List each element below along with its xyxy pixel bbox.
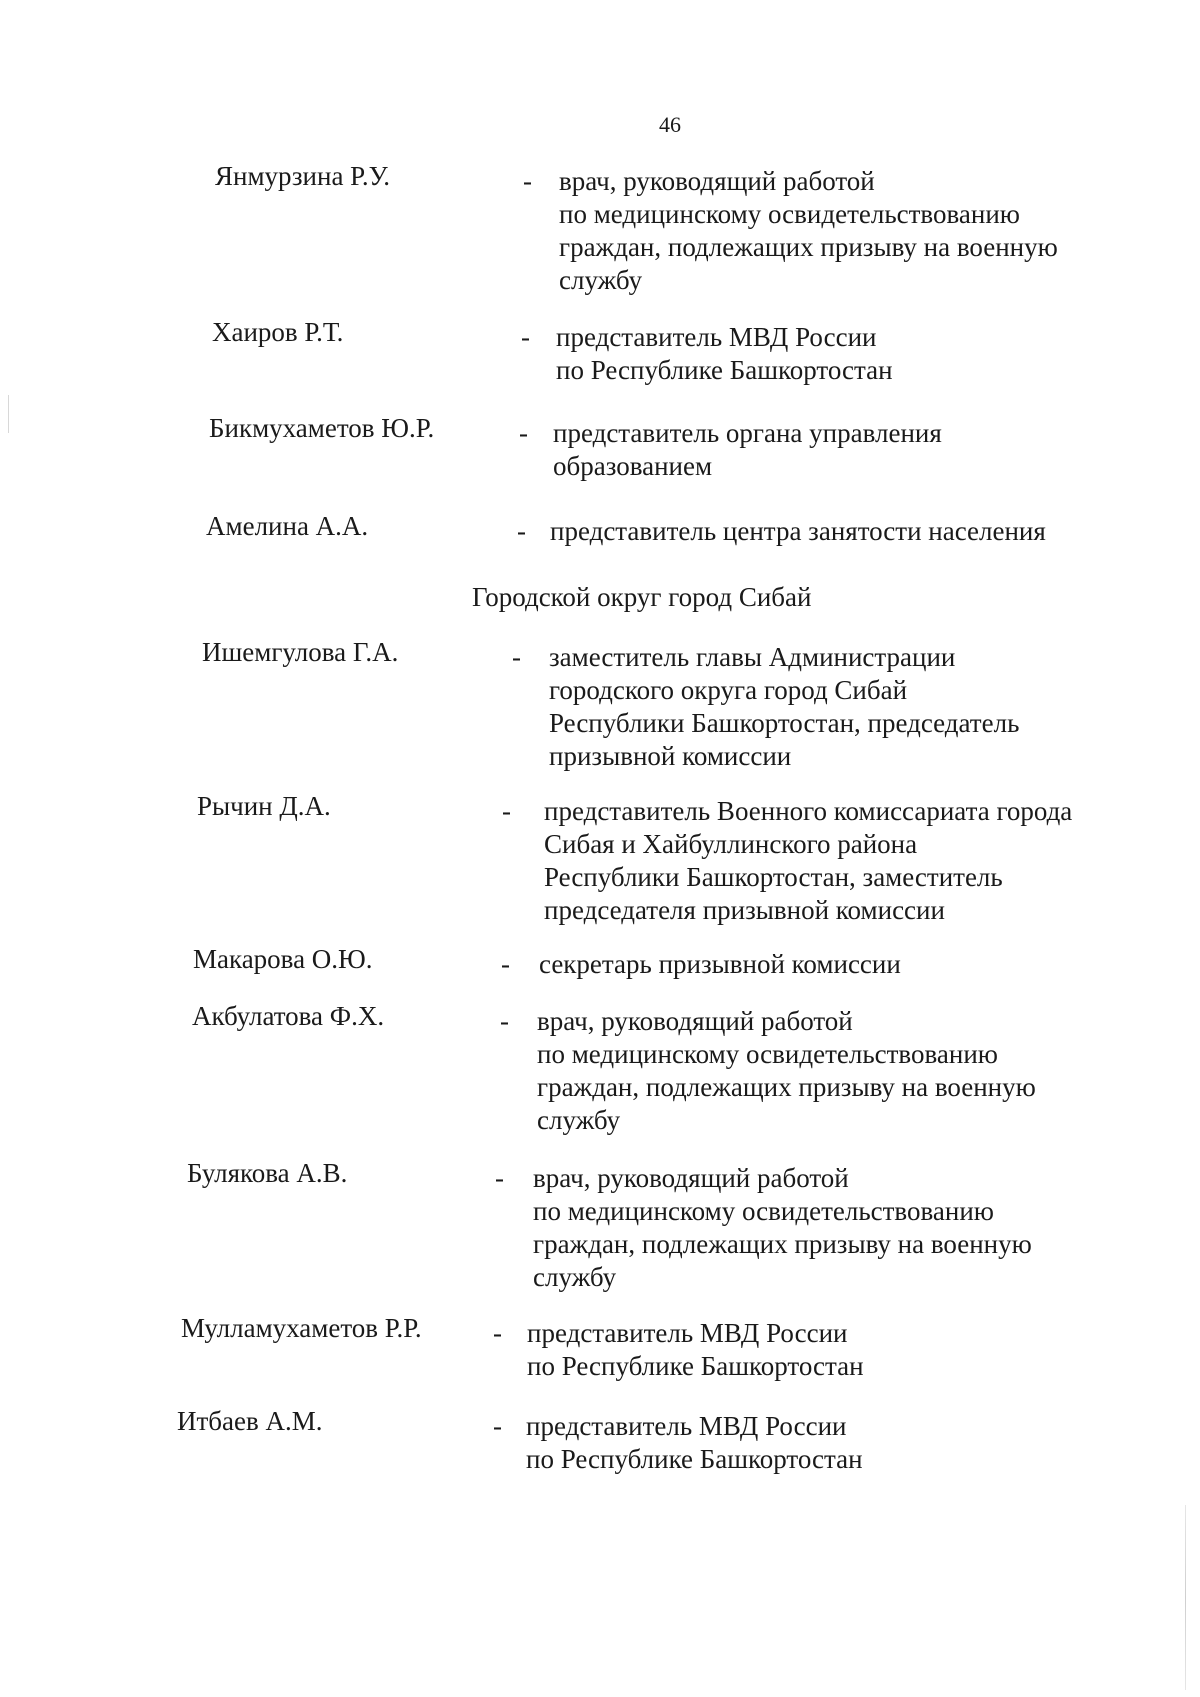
- member-role: [526, 1410, 863, 1476]
- member-name: Итбаев А.М.: [177, 1406, 323, 1436]
- member-role: [556, 321, 893, 387]
- role-line: по Республике Башкортостан: [556, 355, 893, 385]
- member-name: Янмурзина Р.У.: [215, 161, 391, 191]
- member-role: [544, 795, 1072, 927]
- role-line: по Республике Башкортостан: [527, 1351, 864, 1381]
- role-line: граждан, подлежащих призыву на военную: [559, 232, 1058, 262]
- role-line: врач, руководящий работой: [533, 1163, 849, 1193]
- member-dash: -: [523, 166, 532, 196]
- page-number: 46: [659, 112, 681, 137]
- role-line: Сибая и Хайбуллинского района: [544, 829, 918, 859]
- role-line: службу: [537, 1105, 621, 1135]
- role-line: по медицинскому освидетельствованию: [559, 199, 1020, 229]
- member-role: [527, 1317, 864, 1383]
- member-dash: -: [493, 1318, 502, 1348]
- member-name: Амелина А.А.: [206, 511, 369, 541]
- role-line: представитель Военного комиссариата города: [544, 796, 1073, 826]
- role-line: по медицинскому освидетельствованию: [537, 1039, 998, 1069]
- member-role: [559, 165, 1058, 297]
- member-dash: -: [501, 949, 510, 979]
- role-line: представитель МВД России: [527, 1318, 848, 1348]
- role-line: представитель органа управления: [553, 418, 942, 448]
- member-dash: -: [495, 1163, 504, 1193]
- role-line: образованием: [553, 451, 713, 481]
- role-line: представитель МВД России: [526, 1411, 847, 1441]
- role-line: службу: [533, 1262, 617, 1292]
- member-role: [549, 641, 1019, 773]
- member-dash: -: [500, 1006, 509, 1036]
- member-name: Бикмухаметов Ю.Р.: [209, 413, 435, 443]
- member-name: Булякова А.В.: [187, 1158, 348, 1188]
- member-dash: -: [521, 322, 530, 352]
- member-name: Макарова О.Ю.: [193, 944, 373, 974]
- role-line: по медицинскому освидетельствованию: [533, 1196, 994, 1226]
- scan-artifact: [8, 395, 9, 433]
- role-line: Республики Башкортостан, председатель: [549, 708, 1020, 738]
- role-line: призывной комиссии: [549, 741, 792, 771]
- role-line: секретарь призывной комиссии: [539, 949, 901, 979]
- member-role: [539, 948, 901, 981]
- member-role: [553, 417, 942, 483]
- scan-artifact: [1185, 1505, 1186, 1690]
- member-name: Рычин Д.А.: [197, 791, 331, 821]
- member-name: Мулламухаметов Р.Р.: [181, 1313, 422, 1343]
- member-name: Акбулатова Ф.Х.: [192, 1001, 385, 1031]
- role-line: Республики Башкортостан, заместитель: [544, 862, 1003, 892]
- role-line: врач, руководящий работой: [537, 1006, 853, 1036]
- role-line: врач, руководящий работой: [559, 166, 875, 196]
- role-line: службу: [559, 265, 643, 295]
- role-line: председателя призывной комиссии: [544, 895, 945, 925]
- member-dash: -: [502, 796, 511, 826]
- member-dash: -: [512, 642, 521, 672]
- role-line: по Республике Башкортостан: [526, 1444, 863, 1474]
- member-name: Ишемгулова Г.А.: [202, 637, 399, 667]
- member-dash: -: [517, 516, 526, 546]
- section-heading: Городской округ город Сибай: [472, 582, 812, 612]
- role-line: городского округа город Сибай: [549, 675, 908, 705]
- role-line: заместитель главы Администрации: [549, 642, 956, 672]
- member-role: [537, 1005, 1036, 1137]
- member-dash: -: [519, 418, 528, 448]
- role-line: граждан, подлежащих призыву на военную: [533, 1229, 1032, 1259]
- member-dash: -: [493, 1411, 502, 1441]
- role-line: граждан, подлежащих призыву на военную: [537, 1072, 1036, 1102]
- role-line: представитель центра занятости населения: [550, 516, 1046, 546]
- role-line: представитель МВД России: [556, 322, 877, 352]
- member-name: Хаиров Р.Т.: [212, 317, 344, 347]
- member-role: [550, 515, 1046, 548]
- member-role: [533, 1162, 1032, 1294]
